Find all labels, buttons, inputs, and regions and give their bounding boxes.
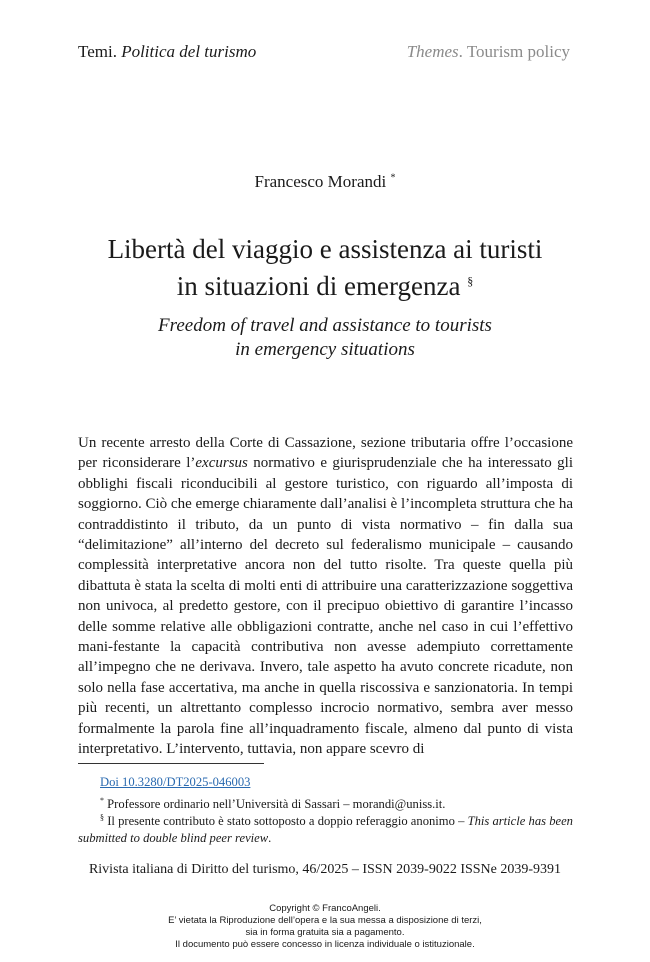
title-line-2: in situazioni di emergenza — [176, 271, 461, 301]
journal-citation: Rivista italiana di Diritto del turismo, 46/2025 – ISSN 2039-9022 ISSNe 2039-9391 — [88, 862, 562, 877]
running-header-right — [407, 42, 570, 62]
author-footnote-mark: * — [390, 172, 396, 184]
header-left-italic: Politica del turismo — [121, 42, 257, 61]
copyright-line-1: Copyright © FrancoAngeli. — [269, 903, 381, 914]
running-header-left — [78, 42, 256, 62]
footnote-review-text: Il presente contributo è stato sottoposto a doppio referaggio anonimo – — [104, 814, 468, 829]
copyright-line-4: Il documento può essere concesso in licenza individuale o istituzionale. — [175, 939, 475, 950]
footnote-review-italic: This article has been submitted to double blind peer review — [78, 814, 573, 846]
footnote-divider — [78, 763, 264, 764]
copyright-line-3: sia in forma gratuita sia a pagamento. — [245, 927, 405, 938]
copyright-line-2: E’ vietata la Riproduzione dell’opera e la sua messa a disposizione di terzi, — [168, 915, 482, 926]
abstract — [78, 433, 573, 760]
copyright-notice — [0, 903, 650, 951]
title-line-2-wrap — [60, 265, 590, 302]
footnote-review-end: . — [268, 831, 272, 846]
header-right-italic: Themes — [406, 42, 459, 61]
abstract-italic-word: excursus — [195, 455, 248, 472]
footnote-review-mark: § — [100, 813, 104, 822]
header-right-label: . Tourism policy — [458, 42, 570, 61]
article-title — [60, 233, 590, 302]
author-name: Francesco Morandi — [254, 172, 387, 191]
title-line-1: Libertà del viaggio e assistenza ai turisti — [107, 234, 543, 264]
doi-link[interactable]: Doi 10.3280/DT2025-046003 — [100, 775, 251, 789]
header-left-label: Temi. — [78, 42, 117, 61]
footnote-review — [78, 809, 573, 847]
footnote-author-text: Professore ordinario nell’Università di Sassari – morandi@uniss.it. — [104, 797, 446, 812]
article-subtitle — [60, 314, 590, 362]
title-footnote-mark: § — [467, 274, 474, 288]
subtitle-line-2: in emergency situations — [235, 339, 415, 360]
author — [0, 172, 650, 192]
abstract-part-1: Un recente arresto della Corte di Cassazione, sezione tributaria offre l’occasione per riconsiderare l’ — [78, 435, 573, 472]
abstract-part-2: normativo e giurisprudenziale che ha interessato gli obblighi fiscali riconducibili al gestore turistico, con riguardo all’imposta di soggiorno. Ciò che emerge chiaramente dall’analisi è l’incompleta struttura che ha contraddistinto il tributo, da un punto di vista normativo – fin dalla sua “delimitazione” all’interno del decreto sul federalismo municipale – causando complessità interpretative ancora non del tutto risolte. Tra queste quella più dibattuta è stata la scelta di molti enti di attribuire una caratterizzazione soggettiva non univoca, al predetto gestore, con il precipuo obiettivo di garantire l’incasso delle somme relative alle obbligazioni contratte, anche nel caso in cui l’effettivo mani-festante la capacità contributiva non avesse adempiuto correttamente all’impegno che ne derivava. Invero, tale aspetto ha avuto concrete ricadute, non solo nella fase accertativa, ma anche in quella riscossiva e sanzionatoria. In tempi più recenti, un altrettanto complesso incrocio normativo, sembra aver messo formalmente la parola fine all’inquadramento fiscale, almeno dal punto di vista interpretativo. L’intervento, tuttavia, non appare scevro di — [78, 455, 573, 758]
footnote-author-mark: * — [100, 796, 104, 805]
subtitle-line-1: Freedom of travel and assistance to tourists — [158, 315, 492, 336]
